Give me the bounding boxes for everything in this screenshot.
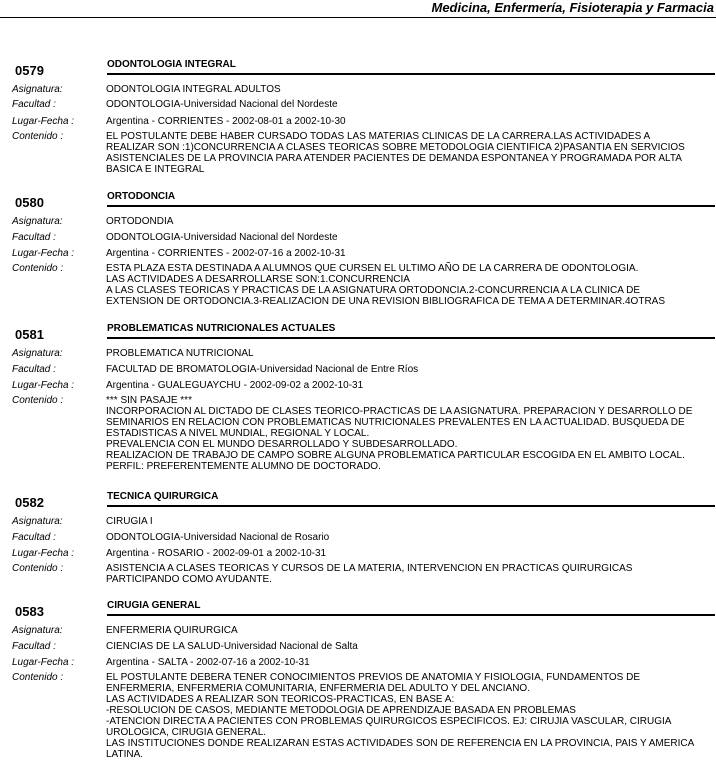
entry-title: ORTODONCIA (107, 191, 176, 202)
contenido-value: ASISTENCIA A CLASES TEORICAS Y CURSOS DE LA MATERIA, INTERVENCION EN PRACTICAS QUIRURGICAS PARTICIPANDO COMO AYUDANTE. (106, 563, 633, 585)
entry-divider (107, 337, 715, 339)
asignatura-value: CIRUGIA I (106, 516, 153, 527)
entry-title: CIRUGIA GENERAL (107, 600, 201, 611)
asignatura-value: PROBLEMATICA NUTRICIONAL (106, 348, 254, 359)
entry-title: ODONTOLOGIA INTEGRAL (107, 59, 236, 70)
asignatura-label: Asignatura: (12, 216, 63, 227)
lugar-fecha-label: Lugar-Fecha : (12, 116, 75, 127)
lugar-fecha-label: Lugar-Fecha : (12, 248, 75, 259)
contenido-label: Contenido : (12, 263, 64, 274)
entry-code: 0582 (15, 495, 44, 510)
facultad-value: FACULTAD DE BROMATOLOGIA-Universidad Nacional de Entre Ríos (106, 364, 419, 375)
contenido-label: Contenido : (12, 672, 64, 683)
entry-code: 0583 (15, 604, 44, 619)
facultad-value: CIENCIAS DE LA SALUD-Universidad Nacional de Salta (106, 641, 358, 652)
entry-code: 0579 (15, 63, 44, 78)
lugar-fecha-value: Argentina - ROSARIO - 2002-09-01 a 2002-10-31 (106, 548, 327, 559)
asignatura-label: Asignatura: (12, 516, 63, 527)
entry-divider (107, 73, 715, 75)
lugar-fecha-value: Argentina - CORRIENTES - 2002-08-01 a 2002-10-30 (106, 116, 346, 127)
entry-divider (107, 205, 715, 207)
lugar-fecha-value: Argentina - SALTA - 2002-07-16 a 2002-10-31 (106, 657, 310, 668)
lugar-fecha-value: Argentina - CORRIENTES - 2002-07-16 a 2002-10-31 (106, 248, 346, 259)
contenido-label: Contenido : (12, 131, 64, 142)
header-divider (0, 17, 716, 18)
facultad-value: ODONTOLOGIA-Universidad Nacional del Nordeste (106, 232, 338, 243)
facultad-label: Facultad : (12, 99, 56, 110)
lugar-fecha-label: Lugar-Fecha : (12, 380, 75, 391)
lugar-fecha-label: Lugar-Fecha : (12, 548, 75, 559)
facultad-label: Facultad : (12, 532, 56, 543)
entry-divider (107, 505, 715, 507)
contenido-label: Contenido : (12, 395, 64, 406)
lugar-fecha-label: Lugar-Fecha : (12, 657, 75, 668)
entry-code: 0580 (15, 195, 44, 210)
facultad-label: Facultad : (12, 232, 56, 243)
entry-code: 0581 (15, 327, 44, 342)
asignatura-label: Asignatura: (12, 84, 63, 95)
contenido-value: EL POSTULANTE DEBERA TENER CONOCIMIENTOS PREVIOS DE ANATOMIA Y FISIOLOGIA, FUNDAMENTOS DE ENFERMERIA, ENFERMERIA COMUNITARIA, ENFERMERIA DEL ADULTO Y DEL ANCIANO. LAS ACTIVIDADES A REALIZAR SON TEORICOS-PRACTICAS, EN BASE A: -RESOLUCION DE CASOS, MEDIANTE METODOLOGIA DE APRENDIZAJE BASADA EN PROBLEMAS -ATENCION DIRECTA A PACIENTES CON PROBLEMAS QUIRURGICOS ESPECIFICOS. EJ: CIRUJIA VASCULAR, CIRUGIA UROLOGICA, CIRUGIA GENERAL. LAS INSTITUCIONES DONDE REALIZARAN ESTAS ACTIVIDADES SON DE REFERENCIA EN LA PROVINCIA, PAIS Y AMERICA LATINA. (106, 672, 695, 760)
contenido-value: *** SIN PASAJE *** INCORPORACION AL DICTADO DE CLASES TEORICO-PRACTICAS DE LA ASIGNATURA. PREPARACION Y DESARROLLO DE SEMINARIOS EN RELACION CON PROBLEMATICAS NUTRICIONALES PREVALENTES EN LA ACTUALIDAD. BUSQUEDA DE ESTADISTICAS A NIVEL MUNDIAL, REGIONAL Y LOCAL. PREVALENCIA CON EL MUNDO DESARROLLADO Y SUBDESARROLLADO. REALIZACION DE TRABAJO DE CAMPO SOBRE ALGUNA PROBLEMATICA PARTICULAR ESCOGIDA EN EL AMBITO LOCAL. PERFIL: PREFERENTEMENTE ALUMNO DE DOCTORADO. (106, 395, 693, 472)
page-header-title: Medicina, Enfermería, Fisioterapia y Farmacia (431, 0, 714, 15)
facultad-value: ODONTOLOGIA-Universidad Nacional de Rosario (106, 532, 330, 543)
entry-title: PROBLEMATICAS NUTRICIONALES ACTUALES (107, 323, 336, 334)
asignatura-value: ODONTOLOGIA INTEGRAL ADULTOS (106, 84, 281, 95)
contenido-value: ESTA PLAZA ESTA DESTINADA A ALUMNOS QUE CURSEN EL ULTIMO AÑO DE LA CARRERA DE ODONTOLOGIA. LAS ACTIVIDADES A DESARROLLARSE SON:1.CONCURRENCIA A LAS CLASES TEORICAS Y PRACTICAS DE LA ASIGNATURA ORTODONCIA.2-CONCURRENCIA A LA CLINICA DE EXTENSION DE ORTODONCIA.3-REALIZACION DE UNA REVISION BIBLIOGRAFICA DE TEMA A DETERMINAR.4OTRAS (106, 263, 666, 307)
facultad-value: ODONTOLOGIA-Universidad Nacional del Nordeste (106, 99, 338, 110)
entry-divider (107, 614, 715, 616)
entry-title: TECNICA QUIRURGICA (107, 491, 219, 502)
facultad-label: Facultad : (12, 641, 56, 652)
contenido-value: EL POSTULANTE DEBE HABER CURSADO TODAS LAS MATERIAS CLINICAS DE LA CARRERA.LAS ACTIVIDADES A REALIZAR SON :1)CONCURRENCIA A CLASES TEORICAS SOBRE METODOLOGIA CIENTIFICA 2)PASANTIA EN SERVICIOS ASISTENCIALES DE LA PROVINCIA PARA ATENDER PACIENTES DE DEMANDA ESPONTANEA Y PROGRAMADA POR ALTA BASICA E INTEGRAL (106, 131, 685, 175)
facultad-label: Facultad : (12, 364, 56, 375)
contenido-label: Contenido : (12, 563, 64, 574)
lugar-fecha-value: Argentina - GUALEGUAYCHU - 2002-09-02 a 2002-10-31 (106, 380, 364, 391)
asignatura-value: ORTODONDIA (106, 216, 174, 227)
asignatura-label: Asignatura: (12, 348, 63, 359)
asignatura-label: Asignatura: (12, 625, 63, 636)
asignatura-value: ENFERMERIA QUIRURGICA (106, 625, 238, 636)
